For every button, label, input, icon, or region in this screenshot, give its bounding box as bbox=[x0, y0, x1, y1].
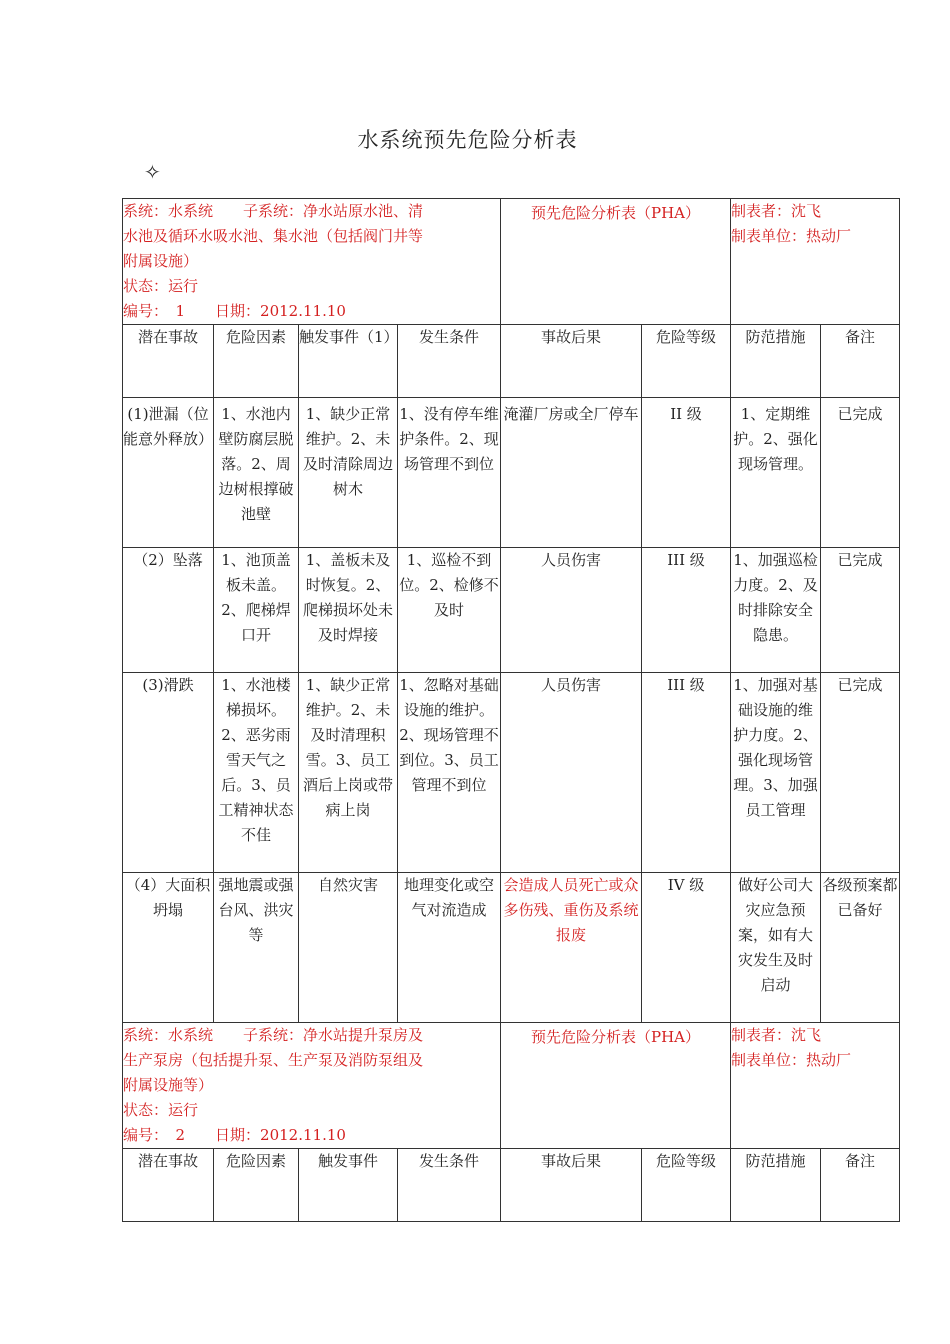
factor-cell: 1、水池内壁防腐层脱落。2、周边树根撑破池壁 bbox=[214, 398, 299, 548]
consequence-cell: 人员伤害 bbox=[501, 548, 642, 673]
remark-cell: 各级预案都已备好 bbox=[821, 873, 900, 1023]
column-header: 潜在事故 bbox=[123, 325, 214, 398]
trigger-cell: 自然灾害 bbox=[299, 873, 398, 1023]
column-header: 事故后果 bbox=[501, 1149, 642, 1222]
section-header-2 bbox=[123, 1023, 900, 1149]
trigger-cell: 1、缺少正常维护。2、未及时清除周边树木 bbox=[299, 398, 398, 548]
pha-label: 预先危险分析表（PHA） bbox=[501, 1023, 731, 1149]
column-header: 触发事件（1） bbox=[299, 325, 398, 398]
author-cell bbox=[731, 1023, 900, 1149]
author-text: 制表者：沈飞 bbox=[731, 1026, 822, 1044]
condition-cell: 地理变化或空气对流造成 bbox=[398, 873, 501, 1023]
condition-cell: 1、忽略对基础设施的维护。2、现场管理不到位。3、员工管理不到位 bbox=[398, 673, 501, 873]
system-line: 附属设施等） bbox=[123, 1076, 214, 1094]
section-header-1 bbox=[123, 199, 900, 325]
column-header: 防范措施 bbox=[731, 325, 821, 398]
condition-cell: 1、巡检不到位。2、检修不及时 bbox=[398, 548, 501, 673]
system-line: 附属设施） bbox=[123, 252, 199, 270]
column-header: 危险因素 bbox=[214, 325, 299, 398]
accident-cell: （2）坠落 bbox=[123, 548, 214, 673]
unit-text: 制表单位：热动厂 bbox=[731, 227, 852, 245]
column-header: 危险因素 bbox=[214, 1149, 299, 1222]
pha-label: 预先危险分析表（PHA） bbox=[501, 199, 731, 325]
system-line: 水池及循环水吸水池、集水池（包括阀门井等 bbox=[123, 227, 424, 245]
consequence-cell: 人员伤害 bbox=[501, 673, 642, 873]
column-header-row bbox=[123, 325, 900, 398]
level-cell: III 级 bbox=[642, 673, 731, 873]
consequence-cell: 会造成人员死亡或众多伤残、重伤及系统报废 bbox=[501, 873, 642, 1023]
trigger-cell: 1、缺少正常维护。2、未及时清理积雪。3、员工酒后上岗或带病上岗 bbox=[299, 673, 398, 873]
system-line: 生产泵房（包括提升泵、生产泵及消防泵组及 bbox=[123, 1051, 424, 1069]
author-cell bbox=[731, 199, 900, 325]
table-row bbox=[123, 398, 900, 548]
measure-cell: 1、加强对基础设施的维护力度。2、强化现场管理。3、加强员工管理 bbox=[731, 673, 821, 873]
table-row bbox=[123, 548, 900, 673]
measure-cell: 1、加强巡检力度。2、及时排除安全隐患。 bbox=[731, 548, 821, 673]
column-header: 潜在事故 bbox=[123, 1149, 214, 1222]
page-title: 水系统预先危险分析表 bbox=[357, 128, 578, 152]
factor-cell: 1、池顶盖板未盖。2、爬梯焊口开 bbox=[214, 548, 299, 673]
accident-cell: (1)泄漏（位能意外释放） bbox=[123, 398, 214, 548]
system-line: 系统：水系统 子系统：净水站提升泵房及 bbox=[123, 1026, 424, 1044]
column-header: 备注 bbox=[821, 325, 900, 398]
system-line: 系统：水系统 子系统：净水站原水池、清 bbox=[123, 202, 424, 220]
column-header: 备注 bbox=[821, 1149, 900, 1222]
status-text: 状态：运行 bbox=[123, 1101, 199, 1119]
remark-cell: 已完成 bbox=[821, 673, 900, 873]
column-header: 发生条件 bbox=[398, 325, 501, 398]
status-text: 状态：运行 bbox=[123, 277, 199, 295]
column-header: 发生条件 bbox=[398, 1149, 501, 1222]
accident-cell: （4）大面积坍塌 bbox=[123, 873, 214, 1023]
factor-cell: 1、水池楼梯损坏。2、恶劣雨雪天气之后。3、员工精神状态不佳 bbox=[214, 673, 299, 873]
table-row bbox=[123, 673, 900, 873]
column-header: 触发事件 bbox=[299, 1149, 398, 1222]
accident-cell: (3)滑跌 bbox=[123, 673, 214, 873]
remark-cell: 已完成 bbox=[821, 398, 900, 548]
system-info-cell bbox=[123, 1023, 501, 1149]
consequence-cell: 淹灌厂房或全厂停车 bbox=[501, 398, 642, 548]
number-date-text: 编号： 2 日期：2012.11.10 bbox=[123, 1126, 346, 1144]
unit-text: 制表单位：热动厂 bbox=[731, 1051, 852, 1069]
table-row bbox=[123, 873, 900, 1023]
pha-table bbox=[122, 198, 900, 1222]
condition-cell: 1、没有停车维护条件。2、现场管理不到位 bbox=[398, 398, 501, 548]
measure-cell: 做好公司大灾应急预案，如有大灾发生及时启动 bbox=[731, 873, 821, 1023]
remark-cell: 已完成 bbox=[821, 548, 900, 673]
column-header: 危险等级 bbox=[642, 325, 731, 398]
column-header: 防范措施 bbox=[731, 1149, 821, 1222]
column-header: 事故后果 bbox=[501, 325, 642, 398]
measure-cell: 1、定期维护。2、强化现场管理。 bbox=[731, 398, 821, 548]
factor-cell: 强地震或强台风、洪灾等 bbox=[214, 873, 299, 1023]
column-header-row bbox=[123, 1149, 900, 1222]
level-cell: II 级 bbox=[642, 398, 731, 548]
level-cell: IV 级 bbox=[642, 873, 731, 1023]
system-info-cell bbox=[123, 199, 501, 325]
column-header: 危险等级 bbox=[642, 1149, 731, 1222]
trigger-cell: 1、盖板未及时恢复。2、爬梯损坏处未及时焊接 bbox=[299, 548, 398, 673]
level-cell: III 级 bbox=[642, 548, 731, 673]
number-date-text: 编号： 1 日期：2012.11.10 bbox=[123, 302, 346, 320]
author-text: 制表者：沈飞 bbox=[731, 202, 822, 220]
diamond-bullet-icon: ✧ bbox=[144, 160, 161, 184]
